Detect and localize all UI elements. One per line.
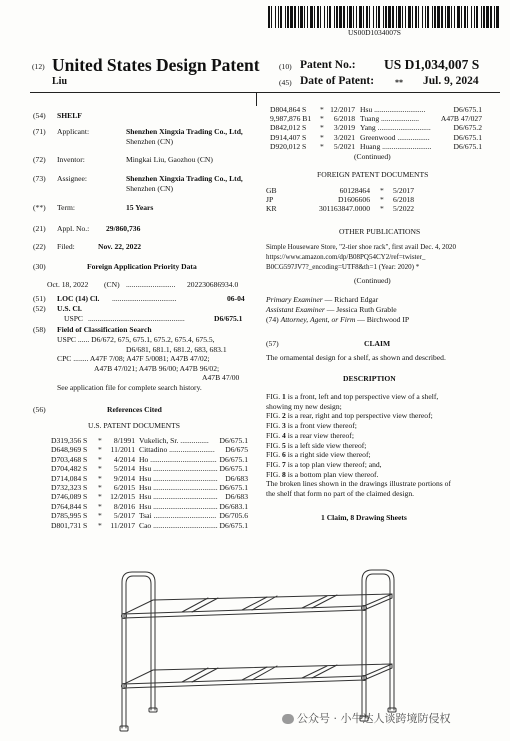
wechat-watermark [282, 712, 451, 725]
us-cl-label: U.S. Cl. [57, 304, 82, 313]
barcode-bar [451, 6, 452, 28]
barcode-bar [415, 6, 417, 28]
barcode-bar [405, 6, 406, 28]
barcode-bar [300, 6, 303, 28]
ref-class: D6/675 [225, 445, 248, 455]
barcode-bar [408, 6, 411, 28]
ref-date: 3/2021 [333, 132, 355, 142]
barcode-bar [363, 6, 364, 28]
us-docs-title: U.S. PATENT DOCUMENTS [88, 421, 180, 430]
applicant-city: Shenzhen (CN) [126, 137, 174, 146]
inventor-name: Mingkai Liu, Gaozhou (CN) [126, 155, 213, 164]
ref-date: 8/1991 [113, 436, 135, 445]
foreign-number: 60128464 [339, 186, 370, 195]
code-73: (73) [33, 174, 46, 183]
ref-name: Hsu .................................. [139, 473, 218, 483]
description-line: FIG. 1 is a front, left and top perspective view of a shelf, [266, 392, 439, 401]
ref-star: * [320, 132, 324, 142]
ref-number: D703,468 S [51, 454, 88, 464]
other-pub-line: https://www.amazon.com/dp/B08PQ54CY2/ref=twister_ [266, 253, 426, 261]
ref-class: D6/675.1 [219, 436, 248, 445]
barcode-bar [304, 6, 305, 28]
code-71: (71) [33, 127, 46, 136]
ref-star: * [98, 501, 102, 511]
search-line: USPC ...... D6/672, 675, 675.1, 675.2, 675.4, 675.5, [57, 335, 215, 344]
attorney-name: — Birchwood IP [357, 315, 410, 324]
ref-class: D6/675.2 [453, 123, 482, 133]
barcode-bar [434, 6, 436, 28]
ref-date: 12/2017 [330, 105, 355, 114]
header-divider [30, 92, 500, 93]
barcode-bar [392, 6, 394, 28]
barcode-bar [388, 6, 391, 28]
search-line: A47B 47/021; A47B 96/00; A47B 96/02; [94, 364, 220, 373]
foreign-country: JP [266, 195, 274, 205]
continued-label-2: (Continued) [354, 276, 391, 285]
claim-text: The ornamental design for a shelf, as shown and described. [266, 353, 446, 362]
barcode-bar [447, 6, 450, 28]
barcode-bar [329, 6, 331, 28]
barcode-bar [334, 6, 335, 28]
claim-title: CLAIM [364, 339, 391, 348]
barcode-bar [278, 6, 279, 28]
assignee-label: Assignee: [57, 174, 87, 183]
ref-number: D785,995 S [51, 511, 88, 521]
ref-date: 6/2015 [113, 483, 135, 492]
ref-name: Cao .................................. [139, 520, 218, 530]
barcode-bar [437, 6, 440, 28]
barcode-bar [385, 6, 387, 28]
foreign-number: 301163847.0000 [319, 204, 370, 214]
priority-number: 202230686934.0 [187, 280, 239, 289]
ref-number: D764,844 S [51, 501, 88, 511]
claims-sheets: 1 Claim, 8 Drawing Sheets [321, 513, 407, 522]
appl-no-label: Appl. No.: [57, 224, 90, 233]
code-54: (54) [33, 111, 46, 120]
ref-date: 4/2014 [113, 454, 135, 464]
ref-star: * [98, 492, 102, 502]
search-field-title: Field of Classification Search [57, 325, 152, 334]
ref-date: 12/2015 [110, 492, 135, 502]
barcode-bar [271, 6, 272, 28]
barcode-bar [454, 6, 455, 28]
barcode-bar [324, 6, 325, 28]
uspc-value: D6/675.1 [214, 314, 243, 323]
code-45: (45) [279, 78, 292, 87]
design-title: SHELF [57, 111, 82, 120]
assistant-examiner-name: — Jessica Ruth Grable [326, 305, 397, 314]
wechat-account-label: 公众号 · 小牛达人谈跨境防侵权 [297, 712, 451, 725]
filed-label: Filed: [57, 242, 75, 251]
patent-date: Jul. 9, 2024 [423, 75, 479, 87]
search-history-note: See application file for complete search history. [57, 383, 202, 392]
loc-dots: .................................. [112, 294, 177, 303]
ref-class: D6/675.1 [219, 483, 248, 492]
barcode-bar [298, 6, 299, 28]
ref-number: D714,084 S [51, 473, 88, 483]
barcode-bar [285, 6, 286, 28]
ref-date: 11/2017 [110, 520, 135, 530]
continued-label: (Continued) [354, 152, 391, 161]
ref-name: Tsai ................................. [139, 511, 217, 521]
foreign-date: 6/2018 [393, 195, 415, 205]
description-line: showing my new design; [266, 401, 342, 411]
foreign-star: * [380, 204, 384, 214]
ref-name: Tuang .................... [360, 114, 419, 124]
barcode-bar [359, 6, 362, 28]
barcode-bar [441, 6, 443, 28]
barcode-bar [280, 6, 282, 28]
barcode-bar [445, 6, 446, 28]
shelf-drawing [100, 560, 410, 735]
code-51: (51) [33, 294, 46, 303]
ref-number: D801,731 S [51, 520, 88, 530]
ref-number: D732,323 S [51, 483, 88, 492]
description-line: FIG. 6 is a right side view thereof; [266, 450, 371, 460]
ref-date: 5/2017 [113, 511, 135, 521]
ref-date: 5/2014 [113, 464, 135, 474]
ref-date: 11/2011 [110, 445, 135, 455]
ref-star: * [320, 123, 324, 133]
ref-class: D6/683.1 [219, 501, 248, 511]
code-74: (74) [266, 315, 279, 324]
barcode-bar [483, 6, 485, 28]
barcode-bar [474, 6, 475, 28]
ref-class: D6/675.1 [219, 520, 248, 530]
ref-class: D6/675.1 [453, 141, 482, 151]
assignee-city: Shenzhen (CN) [126, 184, 174, 193]
barcode-bar [398, 6, 401, 28]
ref-star: * [98, 473, 102, 483]
barcode-bar [327, 6, 328, 28]
barcode-bar [275, 6, 276, 28]
barcode-bar [290, 6, 293, 28]
foreign-country: KR [266, 204, 277, 214]
ref-class: D6/683 [225, 473, 248, 483]
barcode-bar [383, 6, 384, 28]
foreign-date: 5/2017 [393, 186, 415, 195]
code-term: (**) [33, 203, 46, 212]
code-30: (30) [33, 262, 46, 271]
ref-class: D6/675.1 [453, 105, 482, 114]
barcode-bar [486, 6, 489, 28]
ref-number: 9,987,876 B1 [270, 114, 312, 124]
primary-examiner [266, 295, 378, 304]
barcode-bar [349, 6, 352, 28]
ref-star: * [320, 141, 324, 151]
priority-date: Oct. 18, 2022 [47, 280, 89, 289]
barcode-bar [464, 6, 466, 28]
code-57: (57) [266, 339, 279, 348]
inventor-label: Inventor: [57, 155, 85, 164]
ref-date: 6/2018 [333, 114, 355, 124]
ref-number: D648,969 S [51, 445, 88, 455]
barcode-bar [402, 6, 403, 28]
ref-class: A47B 47/027 [440, 114, 482, 124]
barcode-bar [287, 6, 289, 28]
foreign-star: * [380, 195, 384, 205]
foreign-docs-title: FOREIGN PATENT DOCUMENTS [317, 170, 429, 179]
description-line: FIG. 4 is a rear view thereof; [266, 430, 354, 440]
description-line: FIG. 5 is a left side view thereof; [266, 440, 367, 450]
assignee-name: Shenzhen Xingxia Trading Co., Ltd, [126, 174, 243, 183]
barcode-bar [366, 6, 368, 28]
foreign-country: GB [266, 186, 277, 195]
ref-date: 9/2014 [113, 473, 135, 483]
barcode-bar [471, 6, 472, 28]
description-line: FIG. 2 is a rear, right and top perspective view thereof; [266, 411, 433, 421]
code-58: (58) [33, 325, 46, 334]
ref-name: Hsu ........................... [360, 105, 426, 114]
refs-title: References Cited [107, 405, 162, 414]
date-star: ** [395, 78, 403, 87]
barcode-bar [494, 6, 495, 28]
ref-number: D319,356 S [51, 436, 88, 445]
assistant-examiner [266, 305, 397, 314]
barcode-bar [307, 6, 308, 28]
foreign-date: 5/2022 [393, 204, 415, 214]
ref-class: D6/675.1 [219, 464, 248, 474]
barcode-bar [268, 6, 270, 28]
description-line: FIG. 7 is a top plan view thereof; and, [266, 459, 382, 469]
barcode [268, 6, 500, 28]
barcode-bar [314, 6, 315, 28]
description-line: FIG. 8 is a bottom plan view thereof. [266, 469, 379, 479]
inventor-short: Liu [52, 76, 68, 87]
date-label: Date of Patent: [300, 75, 375, 87]
ref-number: D920,012 S [270, 141, 307, 151]
column-divider [256, 92, 257, 106]
ref-name: Cittadino ........................ [139, 445, 215, 455]
ref-name: Hsu .................................. [139, 483, 218, 492]
ref-name: Huang .......................... [360, 141, 432, 151]
barcode-bar [422, 6, 423, 28]
uspc-label: USPC [64, 314, 83, 323]
priority-country: (CN) [104, 280, 120, 289]
ref-number: D704,482 S [51, 464, 88, 474]
patent-number: US D1,034,007 S [384, 57, 480, 72]
description-line: FIG. 3 is a front view thereof; [266, 421, 357, 431]
barcode-bar [396, 6, 397, 28]
description-line: the shelf that form no part of the claimed design. [266, 489, 415, 498]
code-22: (22) [33, 242, 46, 251]
barcode-bar [412, 6, 413, 28]
barcode-bar [461, 6, 462, 28]
barcode-bar [481, 6, 482, 28]
search-line: CPC ........ A47F 7/08; A47F 5/0081; A47B 47/02; [57, 354, 210, 363]
loc-value: 06-04 [227, 294, 245, 303]
barcode-bar [356, 6, 357, 28]
ref-class: D6/675.1 [453, 132, 482, 142]
ref-star: * [98, 464, 102, 474]
code-10: (10) [279, 62, 292, 71]
barcode-bar [373, 6, 374, 28]
applicant-label: Applicant: [57, 127, 90, 136]
code-56: (56) [33, 405, 46, 414]
wechat-icon [282, 714, 294, 724]
code-52: (52) [33, 304, 46, 313]
ref-name: Hsu .................................. [139, 501, 218, 511]
ref-number: D914,407 S [270, 132, 307, 142]
barcode-text: US00D1034007S [348, 28, 401, 37]
barcode-bar [294, 6, 296, 28]
patent-title: United States Design Patent [52, 55, 260, 75]
barcode-bar [310, 6, 313, 28]
description-line: The broken lines shown in the drawings illustrate portions of [266, 479, 451, 489]
other-pubs-title: OTHER PUBLICATIONS [339, 227, 421, 236]
applicant-name: Shenzhen Xingxia Trading Co., Ltd, [126, 127, 243, 136]
barcode-bar [496, 6, 499, 28]
code-72: (72) [33, 155, 46, 164]
barcode-bar [376, 6, 377, 28]
primary-examiner-label: Primary Examiner [266, 295, 323, 304]
ref-number: D746,089 S [51, 492, 88, 502]
priority-dots: .......................... [126, 280, 176, 289]
barcode-bar [336, 6, 338, 28]
foreign-star: * [380, 186, 384, 195]
attorney [266, 315, 409, 324]
ref-name: Hsu .................................. [139, 492, 218, 502]
barcode-bar [476, 6, 478, 28]
ref-date: 5/2021 [333, 141, 355, 151]
other-pub-line: Simple Houseware Store, "2-tier shoe rack", first avail Dec. 4, 2020 [266, 243, 456, 251]
ref-name: Hsu .................................. [139, 464, 218, 474]
ref-class: D6/705.6 [219, 511, 248, 521]
ref-number: D804,864 S [270, 105, 307, 114]
term-value: 15 Years [126, 203, 154, 212]
ref-star: * [98, 511, 102, 521]
barcode-bar [425, 6, 426, 28]
ref-star: * [320, 114, 324, 124]
ref-star: * [98, 445, 102, 455]
ref-date: 8/2016 [113, 501, 135, 511]
barcode-bar [418, 6, 419, 28]
barcode-bar [320, 6, 321, 28]
ref-star: * [98, 483, 102, 492]
search-line: A47B 47/00 [202, 373, 240, 382]
ref-star: * [98, 454, 102, 464]
loc-label: LOC (14) Cl. [57, 294, 100, 303]
ref-class: D6/683 [225, 492, 248, 502]
barcode-bar [343, 6, 345, 28]
barcode-bar [317, 6, 319, 28]
barcode-bar [369, 6, 370, 28]
barcode-bar [467, 6, 468, 28]
ref-number: D842,012 S [270, 123, 307, 133]
filed-value: Nov. 22, 2022 [98, 242, 142, 251]
barcode-bar [490, 6, 492, 28]
barcode-bar [378, 6, 380, 28]
barcode-bar [457, 6, 460, 28]
assistant-examiner-label: Assistant Examiner [266, 305, 325, 314]
ref-name: Greenwood ................. [360, 132, 430, 142]
attorney-label: Attorney, Agent, or Firm [280, 315, 356, 324]
code-12: (12) [32, 62, 45, 71]
barcode-bar [427, 6, 429, 28]
ref-star: * [320, 105, 324, 114]
code-21: (21) [33, 224, 46, 233]
barcode-bar [432, 6, 433, 28]
ref-name: Yang ............................ [360, 123, 431, 133]
search-line: D6/681, 681.1, 681.2, 683, 683.1 [126, 345, 227, 354]
ref-star: * [98, 520, 102, 530]
primary-examiner-name: — Richard Edgar [324, 295, 379, 304]
barcode-bar [347, 6, 348, 28]
barcode-bar [339, 6, 342, 28]
ref-class: D6/675.1 [219, 454, 248, 464]
description-title: DESCRIPTION [343, 374, 396, 383]
term-label: Term: [57, 203, 76, 212]
ref-date: 3/2019 [333, 123, 355, 133]
ref-name: Vukelich, Sr. ............... [139, 436, 209, 445]
barcode-bar [353, 6, 354, 28]
ref-star: * [98, 436, 102, 445]
patent-no-label: Patent No.: [300, 59, 356, 71]
ref-name: Ho ................................... [139, 454, 217, 464]
foreign-number: D1606606 [337, 195, 370, 205]
uspc-dots: ................................................... [88, 314, 185, 323]
appl-no-value: 29/860,736 [106, 224, 141, 233]
other-pub-line: B0CG597JV7?_encoding=UTF8&th=1 (Year: 2020) * [266, 263, 420, 271]
priority-title: Foreign Application Priority Data [87, 262, 197, 271]
